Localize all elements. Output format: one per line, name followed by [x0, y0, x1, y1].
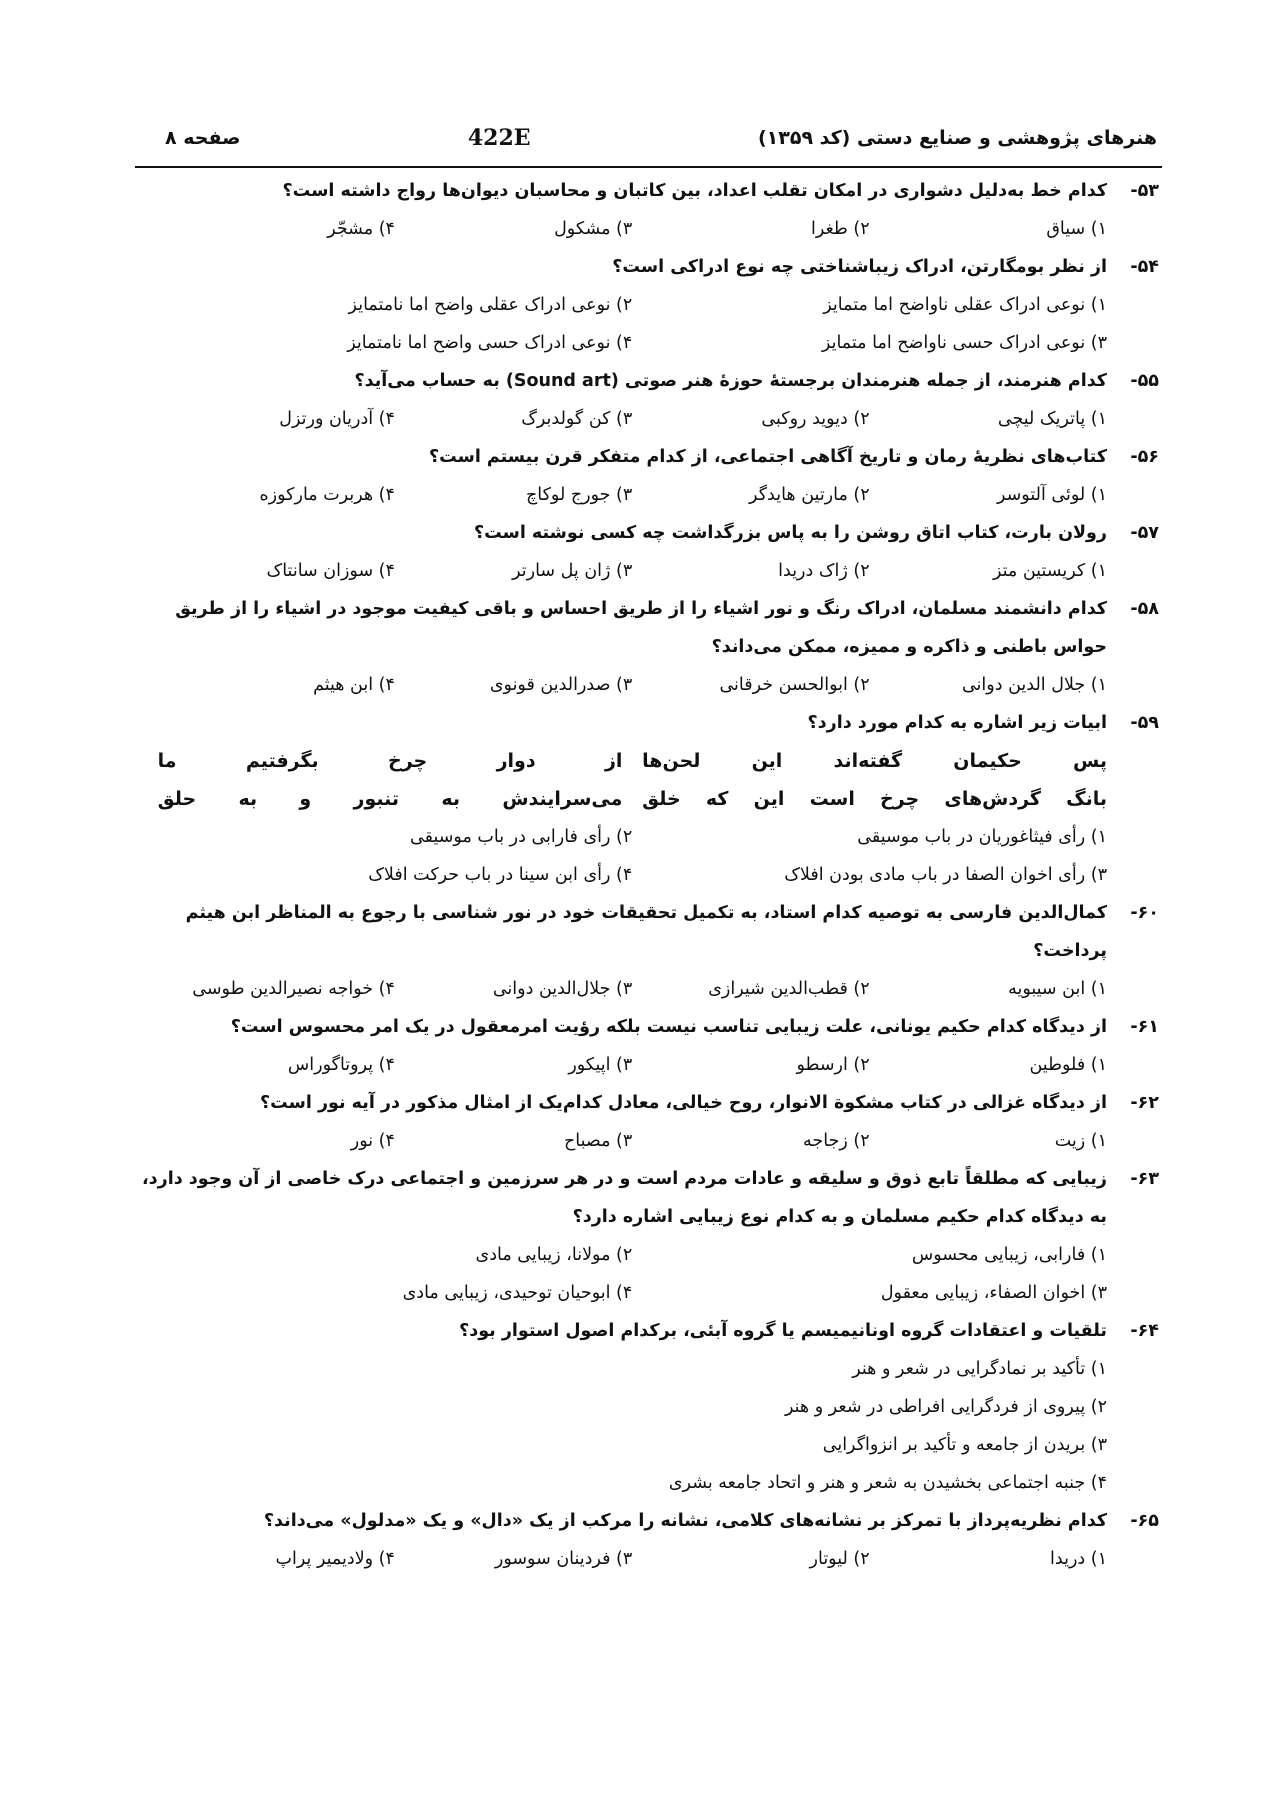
poem-hemistich: پس حکیمان گفته‌اند این لحن‌ها — [642, 750, 1107, 772]
exam-code: 422E — [467, 125, 531, 151]
option-3: ۳) کن گولدبرگ — [521, 409, 633, 429]
option-2: ۲) قطب‌الدین شیرازی — [708, 979, 870, 999]
question-number: ۵۳- — [1130, 181, 1159, 201]
option-3: ۳) جلال‌الدین دوانی — [492, 979, 633, 999]
option-1: ۱) رأی فیثاغوریان در باب موسیقی — [857, 827, 1107, 847]
option-2: ۲) زجاجه — [803, 1131, 870, 1151]
option-4: ۴) سوزان سانتاک — [266, 561, 395, 581]
question-number: ۵۷- — [1130, 523, 1159, 543]
option-3: ۳) فردینان سوسور — [494, 1549, 633, 1569]
question-text: کدام نظریه‌پرداز با تمرکز بر نشانه‌های کلامی، نشانه را مرکب از یک «دال» و یک «مدلول» می‌داند؟ — [263, 1511, 1107, 1531]
question-63 — [118, 1160, 1159, 1312]
question-text: تلقیات و اعتقادات گروه اونانیمیسم یا گروه آبئی، برکدام اصول استوار بود؟ — [459, 1321, 1107, 1341]
option-2: ۲) مولانا، زیبایی مادی — [475, 1245, 633, 1265]
question-65 — [118, 1502, 1159, 1578]
option-1: ۱) نوعی ادراک عقلی ناواضح اما متمایز — [823, 295, 1107, 315]
question-64 — [118, 1312, 1159, 1502]
option-3: ۳) رأی اخوان الصفا در باب مادی بودن افلاک — [784, 865, 1107, 885]
question-number: ۶۰- — [1130, 903, 1159, 923]
option-2: ۲) ارسطو — [796, 1055, 870, 1075]
question-59 — [118, 704, 1159, 894]
option-1: ۱) فلوطین — [1029, 1055, 1107, 1075]
page-header — [165, 118, 1157, 158]
question-number: ۵۵- — [1130, 371, 1159, 391]
page-number: صفحه ۸ — [165, 127, 241, 149]
option-4: ۴) پروتاگوراس — [287, 1055, 395, 1075]
option-1: ۱) دریدا — [1050, 1549, 1107, 1569]
question-number: ۶۴- — [1130, 1321, 1159, 1341]
question-text: از دیدگاه غزالی در کتاب مشکوة الانوار، روح خیالی، معادل کدام‌یک از امثال مذکور در آیه نور است؟ — [259, 1093, 1107, 1113]
option-2: ۲) ابوالحسن خرقانی — [719, 675, 870, 695]
exam-title: هنرهای پژوهشی و صنایع دستی (کد ۱۳۵۹) — [757, 127, 1157, 149]
poem-hemistich: می‌سرایندش به تنبور و به حلق — [157, 788, 623, 810]
option-1: ۱) پاتریک لیچی — [997, 409, 1107, 429]
poem-hemistich: از دوار چرخ بگرفتیم ما — [157, 750, 623, 772]
option-2: ۲) رأی فارابی در باب موسیقی — [410, 827, 633, 847]
option-2: ۲) دیوید روکبی — [761, 409, 870, 429]
poem-hemistich: بانگ گردش‌های چرخ است این که خلق — [642, 788, 1107, 810]
question-text-continued: به دیدگاه کدام حکیم مسلمان و به کدام نوع زیبایی اشاره دارد؟ — [572, 1207, 1107, 1227]
option-2: ۲) طغرا — [810, 219, 870, 239]
option-1: ۱) کریستین متز — [992, 561, 1107, 581]
option-4: ۴) آدریان ورتزل — [279, 409, 395, 429]
option-1: ۱) ابن سیبویه — [1008, 979, 1107, 999]
question-54 — [118, 248, 1159, 362]
question-number: ۵۴- — [1130, 257, 1159, 277]
question-text: از نظر بومگارتن، ادراک زیباشناختی چه نوع ادراکی است؟ — [612, 257, 1107, 277]
poem-verse-2 — [118, 780, 1159, 818]
option-3: ۳) اخوان الصفاء، زیبایی معقول — [880, 1283, 1107, 1303]
option-2: ۲) ژاک دریدا — [778, 561, 870, 581]
option-3: ۳) ژان پل سارتر — [512, 561, 633, 581]
option-2: ۲) مارتین هایدگر — [749, 485, 870, 505]
questions-list — [118, 172, 1159, 1578]
option-4: ۴) هربرت مارکوزه — [259, 485, 395, 505]
option-3: ۳) صدرالدین قونوی — [489, 675, 633, 695]
question-56 — [118, 438, 1159, 514]
option-4: ۴) نوعی ادراک حسی واضح اما نامتمایز — [347, 333, 633, 353]
question-number: ۵۸- — [1130, 599, 1159, 619]
question-number: ۶۱- — [1130, 1017, 1159, 1037]
question-text-continued: حواس باطنی و ذاکره و ممیزه، ممکن می‌داند؟ — [711, 637, 1107, 657]
question-number: ۶۵- — [1130, 1511, 1159, 1531]
question-text: زیبایی که مطلقاً تابع ذوق و سلیقه و عادات مردم است و در هر سرزمین و اجتماعی درک خاصی از آن وجود دارد، — [142, 1169, 1107, 1189]
option-3: ۳) بریدن از جامعه و تأکید بر انزواگرایی — [822, 1435, 1107, 1455]
question-60 — [118, 894, 1159, 1008]
option-4: ۴) ابن هیثم — [313, 675, 395, 695]
option-2: ۲) نوعی ادراک عقلی واضح اما نامتمایز — [348, 295, 633, 315]
option-3: ۳) جورج لوکاچ — [525, 485, 633, 505]
option-1: ۱) سیاق — [1046, 219, 1107, 239]
question-number: ۶۲- — [1130, 1093, 1159, 1113]
option-3: ۳) مصباح — [564, 1131, 633, 1151]
option-4: ۴) نور — [350, 1131, 395, 1151]
question-53 — [118, 172, 1159, 248]
question-text: کدام خط به‌دلیل دشواری در امکان تقلب اعداد، بین کاتبان و محاسبان دیوان‌ها رواج داشته است؟ — [282, 181, 1107, 201]
question-number: ۵۶- — [1130, 447, 1159, 467]
option-3: ۳) نوعی ادراک حسی ناواضح اما متمایز — [821, 333, 1107, 353]
option-1: ۱) فارابی، زیبایی محسوس — [911, 1245, 1107, 1265]
question-text: از دیدگاه کدام حکیم یونانی، علت زیبایی تناسب نیست بلکه رؤیت امرمعقول در یک امر محسوس است؟ — [230, 1017, 1107, 1037]
option-3: ۳) اپیکور — [568, 1055, 633, 1075]
option-4: ۴) جنبه اجتماعی بخشیدن به شعر و هنر و اتحاد جامعه بشری — [668, 1473, 1107, 1493]
option-4: ۴) ابوحیان توحیدی، زیبایی مادی — [402, 1283, 633, 1303]
option-1: ۱) لوئی آلتوسر — [996, 485, 1107, 505]
question-text: کدام دانشمند مسلمان، ادراک رنگ و نور اشیاء را از طریق احساس و باقی کیفیت موجود در اشیاء را از طریق — [175, 599, 1107, 619]
question-61 — [118, 1008, 1159, 1084]
question-number: ۶۳- — [1130, 1169, 1159, 1189]
question-text: کدام هنرمند، از جمله هنرمندان برجستهٔ حوزهٔ هنر صوتی (Sound art) به حساب می‌آید؟ — [354, 371, 1107, 391]
poem-verse-1 — [118, 742, 1159, 780]
header-divider — [135, 166, 1162, 168]
option-3: ۳) مشکول — [554, 219, 633, 239]
option-4: ۴) مشجّر — [327, 219, 395, 239]
question-58 — [118, 590, 1159, 704]
question-62 — [118, 1084, 1159, 1160]
question-57 — [118, 514, 1159, 590]
question-55 — [118, 362, 1159, 438]
option-1: ۱) زیت — [1054, 1131, 1107, 1151]
option-4: ۴) ولادیمیر پراپ — [275, 1549, 395, 1569]
question-text: کمال‌الدین فارسی به توصیه کدام استاد، به تکمیل تحقیقات خود در نور شناسی با رجوع به المناظر ابن هیثم پرداخت؟ — [185, 903, 1107, 961]
option-2: ۲) پیروی از فردگرایی افراطی در شعر و هنر — [784, 1397, 1107, 1417]
question-number: ۵۹- — [1130, 713, 1159, 733]
question-text: کتاب‌های نظریهٔ رمان و تاریخ آگاهی اجتماعی، از کدام متفکر قرن بیستم است؟ — [428, 447, 1107, 467]
option-2: ۲) لیوتار — [809, 1549, 870, 1569]
question-text: رولان بارت، کتاب اتاق روشن را به پاس بزرگداشت چه کسی نوشته است؟ — [473, 523, 1107, 543]
option-4: ۴) رأی ابن سینا در باب حرکت افلاک — [368, 865, 633, 885]
question-text: ابیات زیر اشاره به کدام مورد دارد؟ — [807, 713, 1107, 733]
option-4: ۴) خواجه نصیرالدین طوسی — [192, 979, 395, 999]
option-1: ۱) تأکید بر نمادگرایی در شعر و هنر — [852, 1359, 1107, 1379]
option-1: ۱) جلال الدین دوانی — [961, 675, 1107, 695]
